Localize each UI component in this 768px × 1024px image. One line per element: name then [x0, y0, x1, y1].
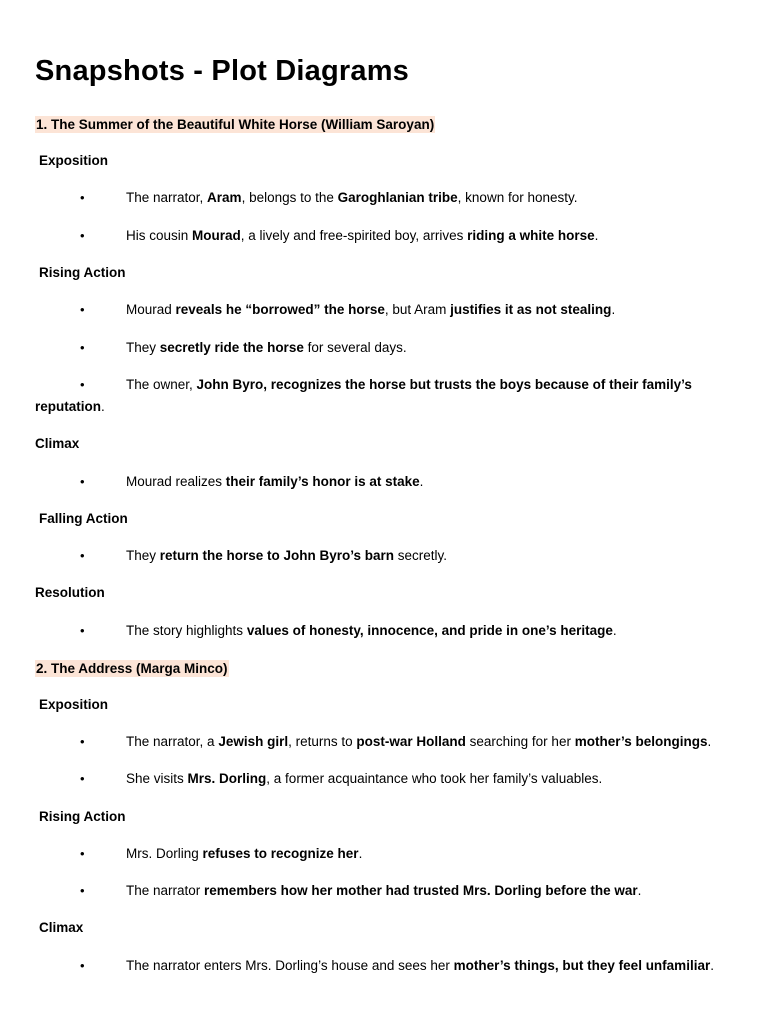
text-run: The story highlights [126, 623, 247, 638]
text-run: . [419, 474, 424, 489]
text-run: searching for her [465, 734, 575, 749]
bullet-icon: • [80, 228, 85, 243]
bullet-text [126, 883, 641, 898]
section-label: Resolution [35, 585, 105, 600]
bullet-icon: • [80, 474, 85, 489]
text-run: They [126, 548, 160, 563]
text-run: . [101, 399, 105, 414]
bullet-icon: • [80, 771, 85, 786]
text-run: justifies it as not stealing [450, 302, 612, 317]
text-run: reputation [35, 399, 101, 414]
text-run: secretly ride the horse [159, 340, 304, 355]
text-run: . [637, 883, 642, 898]
text-run: The narrator [126, 883, 205, 898]
text-run: for several days. [303, 340, 407, 355]
text-run: . [594, 228, 599, 243]
bullet-icon: • [80, 623, 85, 638]
text-run: , a lively and free-spirited boy, arrives [240, 228, 468, 243]
bullet-icon: • [80, 340, 85, 355]
bullet-icon: • [80, 883, 85, 898]
text-run: The narrator, [126, 190, 208, 205]
text-run: , belongs to the [241, 190, 338, 205]
text-run: His cousin [126, 228, 193, 243]
bullet-text [126, 846, 362, 861]
page-title: Snapshots - Plot Diagrams [35, 55, 410, 87]
text-run: secretly. [394, 548, 448, 563]
text-run: return the horse to John Byro’s barn [159, 548, 395, 563]
section-label: Falling Action [39, 511, 128, 526]
section-label: Exposition [39, 697, 109, 712]
text-run: mother’s things, but they feel unfamiliar [453, 958, 711, 973]
text-run: remembers how her mother had trusted Mrs. Dorling before the war [204, 883, 638, 898]
text-run: refuses to recognize her [202, 846, 359, 861]
text-run: , returns to [288, 734, 357, 749]
text-run: John Byro, recognizes the horse but trusts the boys because of their family’s [196, 377, 692, 392]
text-run: values of honesty, innocence, and pride in one’s heritage [246, 623, 613, 638]
text-run: Mourad [192, 228, 241, 243]
text-run: Jewish girl [218, 734, 289, 749]
text-run: . [707, 734, 712, 749]
section-label: Rising Action [39, 265, 126, 280]
text-run: Mourad realizes [126, 474, 226, 489]
text-run: , but Aram [384, 302, 451, 317]
bullet-icon: • [80, 190, 85, 205]
text-run: The narrator, a [126, 734, 219, 749]
story-heading-text: 1. The Summer of the Beautiful White Horse (William Saroyan) [36, 117, 435, 132]
bullet-text [126, 623, 617, 638]
bullet-text [126, 474, 423, 489]
text-run: The owner, [126, 377, 197, 392]
text-run: Mrs. Dorling [187, 771, 267, 786]
story-heading [35, 660, 229, 677]
text-run: their family’s honor is at stake [225, 474, 420, 489]
text-run: post-war Holland [356, 734, 466, 749]
bullet-icon: • [80, 734, 85, 749]
bullet-text [126, 771, 602, 786]
text-run: She visits [126, 771, 188, 786]
text-run: , known for honesty. [457, 190, 578, 205]
text-run: . [611, 302, 616, 317]
text-run: Mourad [126, 302, 176, 317]
bullet-text [126, 734, 711, 749]
text-run: Aram [207, 190, 242, 205]
text-run: mother’s belongings [574, 734, 708, 749]
section-label: Rising Action [39, 809, 126, 824]
bullet-icon: • [80, 846, 85, 861]
text-run: They [126, 340, 160, 355]
section-label: Climax [35, 436, 80, 451]
text-run: Mrs. Dorling [126, 846, 203, 861]
bullet-text [126, 548, 447, 563]
section-label: Exposition [39, 153, 109, 168]
bullet-text [126, 958, 714, 973]
section-label: Climax [39, 920, 84, 935]
bullet-text [126, 377, 692, 392]
bullet-text [126, 340, 407, 355]
story-heading [35, 116, 435, 133]
text-run: riding a white horse [467, 228, 595, 243]
bullet-text-continuation [35, 399, 105, 414]
bullet-text [126, 190, 577, 205]
bullet-text [126, 228, 598, 243]
bullet-icon: • [80, 958, 85, 973]
bullet-icon: • [80, 377, 85, 392]
bullet-icon: • [80, 302, 85, 317]
bullet-text [126, 302, 615, 317]
text-run: , a former acquaintance who took her family’s valuables. [266, 771, 603, 786]
text-run: . [710, 958, 714, 973]
text-run: Garoghlanian tribe [337, 190, 458, 205]
text-run: . [358, 846, 363, 861]
bullet-icon: • [80, 548, 85, 563]
story-heading-text: 2. The Address (Marga Minco) [36, 661, 228, 676]
text-run: reveals he “borrowed” the horse [175, 302, 385, 317]
text-run: The narrator enters Mrs. Dorling’s house and sees her [126, 958, 454, 973]
text-run: . [612, 623, 617, 638]
